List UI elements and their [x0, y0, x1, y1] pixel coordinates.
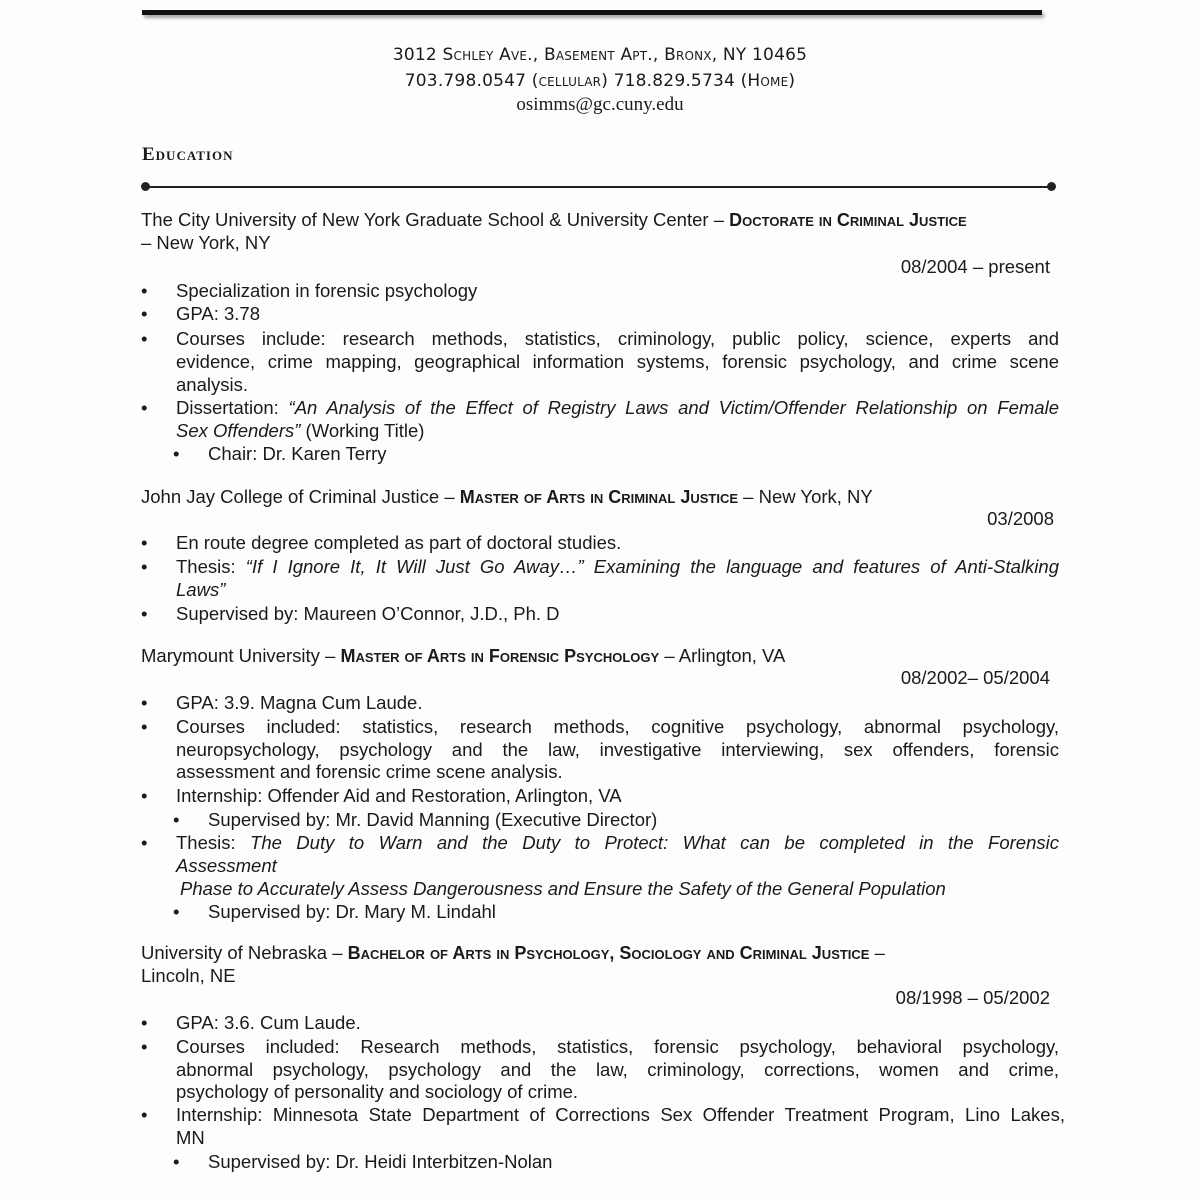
section-rule	[146, 186, 1052, 188]
bullet-icon: •	[173, 901, 180, 922]
section-title-education: Education	[142, 144, 234, 165]
bullet-icon: •	[141, 556, 148, 577]
entry-heading-john-jay: John Jay College of Criminal Justice – Master of Arts in Criminal Justice – New York, NY	[141, 486, 873, 507]
bullet-icon: •	[141, 1036, 148, 1057]
bullet-icon: •	[173, 809, 180, 830]
dates: 08/2004 – present	[900, 256, 1050, 277]
address-line: 3012 Schley Ave., Basement Apt., Bronx, NY 10465	[392, 45, 808, 65]
dates: 08/1998 – 05/2002	[895, 987, 1050, 1008]
entry-heading-marymount: Marymount University – Master of Arts in Forensic Psychology – Arlington, VA	[141, 645, 786, 666]
resume-page: 3012 Schley Ave., Basement Apt., Bronx, NY 10465 703.798.0547 (cellular) 718.829.5734 (Home) osimms@gc.cuny.edu Education The City University of New York Graduate School & University Center – Doctorate in Criminal Justice – New York, NY 08/2004 – present • Specialization in forensic psychology • GPA: 3.78 • Courses include: research methods, statistics, criminology, public policy, science, experts and evidence, crime mapping, geographical information systems, forensic psychology, and crime scene analysis. • Dissertation: “An Analysis of the Effect of Registry Laws and Victim/Offender Relationship on Female Sex Offenders” (Working Title) • Chair: Dr. Karen Terry John Jay College of Criminal Justice – Master of Arts in Criminal Justice – New York, NY 03/2008 • En route degree completed as part of doctoral studies. • Thesis: “If I Ignore It, It Will Just Go Away…” Examining the language and features of Anti-Stalking Laws” • Supervised by: Maureen O’Connor, J.D., Ph. D Marymount University – Master of Arts in Forensic Psychology – Arlington, VA 08/2002– 05/2004 • GPA: 3.9. Magna Cum Laude. • Courses included: statistics, research methods, cognitive psychology, abnormal psychology, neuropsychology, psychology and the law, investigative interviewing, sex offenders, forensic assessment and forensic crime scene analysis. • Internship: Offender Aid and Restoration, Arlington, VA • Supervised by: Mr. David Manning (Executive Director) • Thesis: The Duty to Warn and the Duty to Protect: What can be completed in the Forensic Assessment Phase to Accurately Assess Dangerousness and Ensure the Safety of the General Population • Supervised by: Dr. Mary M. Lindahl University of Nebraska – Bachelor of Arts in Psychology, Sociology and Criminal Justice – Lincoln, NE 08/1998 – 05/2002 • GPA: 3.6. Cum Laude. • Courses included: Research methods, statistics, forensic psychology, behavioral psychology, abnormal psychology, psychology and the law, criminology, corrections, women and crime, psychology of personality and sociology of crime. • Internship: Minnesota State Department of Corrections Sex Offender Treatment Program, Lino Lakes, MN • Supervised by: Dr. Heidi Interbitzen-Nolan	[0, 0, 1200, 1200]
entry-heading-nebraska: University of Nebraska – Bachelor of Arts in Psychology, Sociology and Criminal Justice –	[141, 942, 885, 963]
bullet-icon: •	[141, 716, 148, 737]
bullet-icon: •	[141, 328, 148, 349]
bullet-icon: •	[141, 532, 148, 553]
degree-name: Doctorate in Criminal Justice	[729, 210, 967, 230]
location: Lincoln, NE	[141, 965, 236, 986]
email-line: osimms@gc.cuny.edu	[516, 94, 684, 115]
bullet-icon: •	[173, 1151, 180, 1172]
bullet-icon: •	[141, 397, 148, 418]
school-name: The City University of New York Graduate School & University Center –	[141, 209, 730, 230]
phone-line: 703.798.0547 (cellular) 718.829.5734 (Home)	[404, 71, 796, 91]
entry-heading-cuny	[141, 208, 967, 232]
bullet-icon: •	[141, 785, 148, 806]
top-rule	[142, 10, 1042, 15]
bullet-icon: •	[141, 1012, 148, 1033]
bullet-icon: •	[141, 303, 148, 324]
bullet-icon: •	[173, 443, 180, 464]
bullet-icon: •	[141, 1104, 148, 1125]
bullet-icon: •	[141, 692, 148, 713]
dates: 08/2002– 05/2004	[900, 667, 1050, 688]
contact-block	[0, 42, 1200, 94]
bullet-icon: •	[141, 280, 148, 301]
rule-end-right	[1047, 182, 1056, 191]
bullet-icon: •	[141, 603, 148, 624]
location: – New York, NY	[141, 232, 271, 253]
bullet-icon: •	[141, 832, 148, 853]
dates: 03/2008	[987, 508, 1054, 529]
